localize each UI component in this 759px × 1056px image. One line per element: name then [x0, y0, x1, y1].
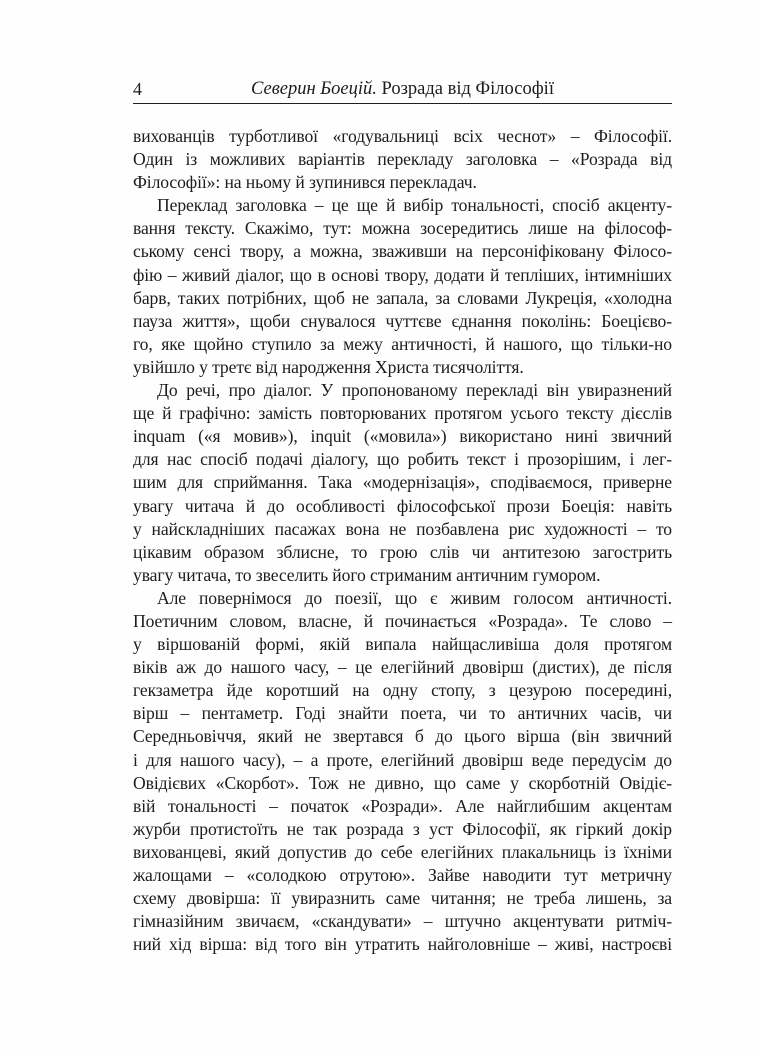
text-line: Але повернімося до поезії, що є живим голосом античності. [157, 587, 672, 608]
text-line: віків аж до нашого часу, – це елегійний двовірш (дистих), де після [133, 657, 672, 678]
text-line: фію – живий діалог, що в основі твору, додати й тепліших, інтимніших [133, 264, 672, 285]
text-line: увійшло у третє від народження Христа тисячоліття. [133, 356, 524, 377]
text-line: шим для сприймання. Така «модернізація», сподіваємося, приверне [133, 472, 672, 493]
text-line: жалощами – «солодкою отрутою». Зайве наводити тут метричну [133, 865, 672, 885]
text-line: і для нашого часу), – а проте, елегійний двовірш веде передусім до [133, 749, 672, 770]
text-line: го, яке щойно ступило за межу античності, й нашого, що тільки-но [133, 333, 672, 354]
page-number: 4 [133, 79, 142, 99]
text-line: у віршованій формі, якій випала найщасливіша доля протягом [133, 634, 672, 655]
text-line: барв, таких потрібних, щоб не запала, за словами Лукреція, «холодна [133, 287, 672, 308]
text-line: схему двовірша: її увиразнить саме читання; не треба лишень, за [133, 888, 672, 909]
text-line: для нас спосіб подачі діалогу, що робить текст і прозорішим, і лег- [133, 449, 672, 470]
text-line: журби протистоїть не так розрада з уст Філософії, як гіркий докір [133, 818, 672, 839]
text-line: inquam («я мовив»), inquit («мовила») використано нині звичний [133, 426, 672, 447]
text-line: гекзаметра йде коротший на одну стопу, з цезурою посередині, [133, 680, 672, 701]
text-line: пауза життя», щоби снувалося чуттєве єднання поколінь: Боецієво- [133, 310, 672, 331]
text-line: Один із можливих варіантів перекладу заголовка – «Розрада від [133, 149, 672, 170]
page-body [133, 125, 672, 956]
text-line: вання тексту. Скажімо, тут: можна зосередитись лише на філософ- [133, 218, 672, 239]
text-line: Філософії»: на ньому й зупинився перекладач. [133, 172, 477, 193]
text-line: Середньовіччя, який не звертався б до цього вірша (він звичний [133, 726, 672, 747]
text-line: вій тональності – початок «Розради». Але найглибшим акцентам [133, 795, 672, 816]
running-title-author: Северин Боецій. [251, 79, 377, 99]
text-line: вихованців турботливої «годувальниці всіх чеснот» – Філософії. [133, 126, 672, 146]
running-title [133, 79, 672, 100]
text-line: увагу читача, то звеселить його стриманим античним гумором. [133, 564, 601, 585]
text-line: у найскладніших пасажах вона не позбавлена рис художності – то [133, 518, 672, 539]
page-content [133, 78, 672, 956]
text-line: ще й графічно: замість повторюваних протягом усього тексту дієслів [133, 403, 672, 424]
text-line: ському сенсі твору, а можна, зваживши на персоніфіковану Філосо- [133, 241, 672, 262]
text-line: Переклад заголовка – це ще й вибір тональності, спосіб акценту- [157, 195, 672, 216]
text-line: вірш – пентаметр. Годі знайти поета, чи то античних часів, чи [133, 703, 672, 724]
text-line: Поетичним словом, власне, й починається «Розрада». Те слово – [133, 610, 672, 631]
text-line: увагу читача й до особливості філософської прози Боеція: навіть [133, 495, 672, 516]
text-line: ний хід вірша: від того він утратить найголовніше – живі, настроєві [133, 934, 672, 955]
text-line: До речі, про діалог. У пропонованому перекладі він увиразнений [157, 380, 672, 401]
running-title-work: Розрада від Філософії [376, 79, 554, 99]
text-line: цікавим образом зблисне, то грою слів чи антитезою загострить [133, 541, 672, 562]
text-line: гімназійним звичаєм, «скандувати» – штучно акцентувати ритміч- [133, 911, 672, 932]
running-header [133, 78, 672, 104]
text-line: Овідієвих «Скорбот». Тож не дивно, що саме у скорботній Овідіє- [133, 772, 672, 793]
text-line: вихованцеві, який допустив до себе елегійних плакальниць із їхніми [133, 841, 672, 862]
